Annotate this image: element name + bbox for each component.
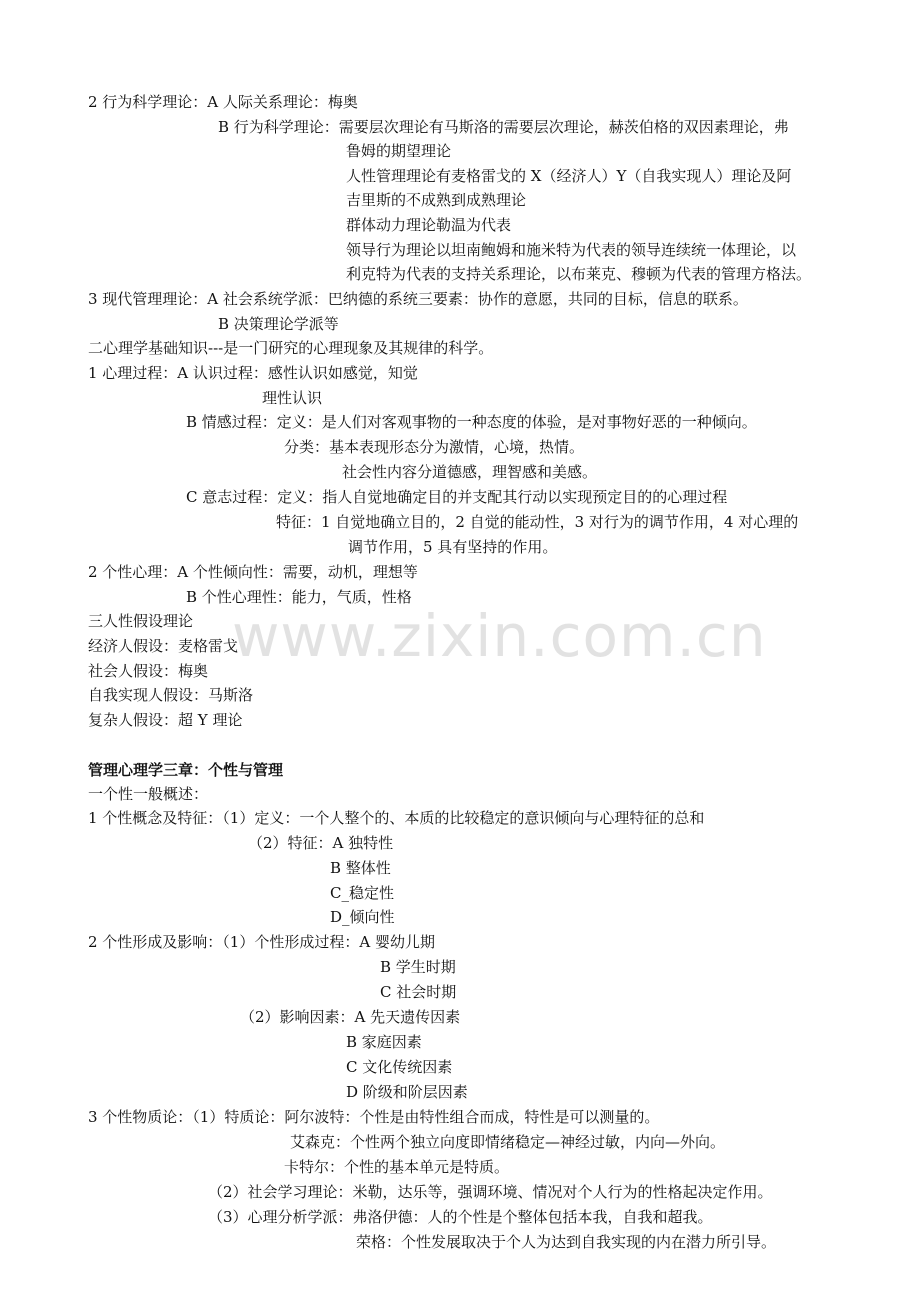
text-line: 特征：1 自觉地确立目的，2 自觉的能动性，3 对行为的调节作用，4 对心理的 bbox=[276, 513, 799, 531]
text-line: （2）特征：A 独特性 bbox=[248, 834, 394, 852]
watermark: www.zixin.com.cn bbox=[232, 602, 767, 670]
text-line: C 社会时期 bbox=[380, 983, 457, 1001]
text-line: 三人性假设理论 bbox=[88, 612, 194, 630]
text-line: 2 行为科学理论：A 人际关系理论：梅奥 bbox=[88, 93, 358, 111]
text-line: 荣格：个性发展取决于个人为达到自我实现的内在潜力所引导。 bbox=[356, 1233, 777, 1251]
text-line: 二心理学基础知识---是一门研究的心理现象及其规律的科学。 bbox=[88, 339, 494, 357]
text-line: B 情感过程：定义：是人们对客观事物的一种态度的体验，是对事物好恶的一种倾向。 bbox=[186, 413, 757, 431]
text-line: 分类：基本表现形态分为激情，心境，热情。 bbox=[284, 438, 585, 456]
text-line: 吉里斯的不成熟到成熟理论 bbox=[346, 191, 527, 209]
text-line: 群体动力理论勒温为代表 bbox=[346, 216, 512, 234]
text-line: 领导行为理论以坦南鲍姆和施米特为代表的领导连续统一体理论，以 bbox=[346, 241, 797, 259]
text-line: （2）社会学习理论：米勒，达乐等，强调环境、情况对个人行为的性格起决定作用。 bbox=[208, 1183, 773, 1201]
section-heading: 管理心理学三章：个性与管理 bbox=[88, 761, 284, 779]
text-line: （3）心理分析学派：弗洛伊德：人的个性是个整体包括本我，自我和超我。 bbox=[208, 1208, 713, 1226]
text-line: 一个性一般概述： bbox=[88, 785, 209, 803]
text-line: 卡特尔：个性的基本单元是特质。 bbox=[284, 1158, 510, 1176]
text-line: 理性认识 bbox=[262, 389, 323, 407]
text-line: B 个性心理性：能力，气质，性格 bbox=[186, 588, 412, 606]
text-line: 自我实现人假设：马斯洛 bbox=[88, 686, 254, 704]
text-line: 经济人假设：麦格雷戈 bbox=[88, 637, 239, 655]
text-line: C 文化传统因素 bbox=[346, 1058, 453, 1076]
text-line: 2 个性心理：A 个性倾向性：需要，动机，理想等 bbox=[88, 563, 418, 581]
text-line: B 行为科学理论：需要层次理论有马斯洛的需要层次理论，赫茨伯格的双因素理论，弗 bbox=[218, 118, 789, 136]
text-line: 社会人假设：梅奥 bbox=[88, 662, 209, 680]
text-line: B 家庭因素 bbox=[346, 1033, 422, 1051]
text-line: （2）影响因素：A 先天遗传因素 bbox=[240, 1008, 461, 1026]
text-line: 复杂人假设：超 Y 理论 bbox=[88, 711, 243, 729]
text-line: B 学生时期 bbox=[380, 958, 456, 976]
text-line: 社会性内容分道德感，理智感和美感。 bbox=[342, 463, 598, 481]
text-line: 3 个性物质论：（1）特质论：阿尔波特：个性是由特性组合而成，特性是可以测量的。 bbox=[88, 1108, 660, 1126]
text-line: 3 现代管理理论：A 社会系统学派：巴纳德的系统三要素：协作的意愿，共同的目标，信息的联系。 bbox=[88, 290, 748, 308]
text-line: 1 心理过程：A 认识过程：感性认识如感觉，知觉 bbox=[88, 364, 418, 382]
text-line: D_倾向性 bbox=[330, 908, 395, 926]
text-line: D 阶级和阶层因素 bbox=[346, 1083, 468, 1101]
text-line: B 决策理论学派等 bbox=[218, 315, 339, 333]
text-line: 人性管理理论有麦格雷戈的 X（经济人）Y（自我实现人）理论及阿 bbox=[346, 167, 792, 185]
text-line: 2 个性形成及影响：（1）个性形成过程：A 婴幼儿期 bbox=[88, 933, 435, 951]
text-line: C_稳定性 bbox=[330, 884, 394, 902]
text-line: C 意志过程：定义：指人自觉地确定目的并支配其行动以实现预定目的的心理过程 bbox=[186, 488, 728, 506]
text-line: 艾森克：个性两个独立向度即情绪稳定—神经过敏，内向—外向。 bbox=[290, 1133, 726, 1151]
text-line: 1 个性概念及特征：（1）定义：一个人整个的、本质的比较稳定的意识倾向与心理特征的总和 bbox=[88, 809, 705, 827]
text-line: B 整体性 bbox=[330, 859, 391, 877]
text-line: 调节作用，5 具有坚持的作用。 bbox=[348, 538, 558, 556]
text-line: 利克特为代表的支持关系理论，以布莱克、穆顿为代表的管理方格法。 bbox=[346, 265, 812, 283]
text-line: 鲁姆的期望理论 bbox=[346, 142, 452, 160]
